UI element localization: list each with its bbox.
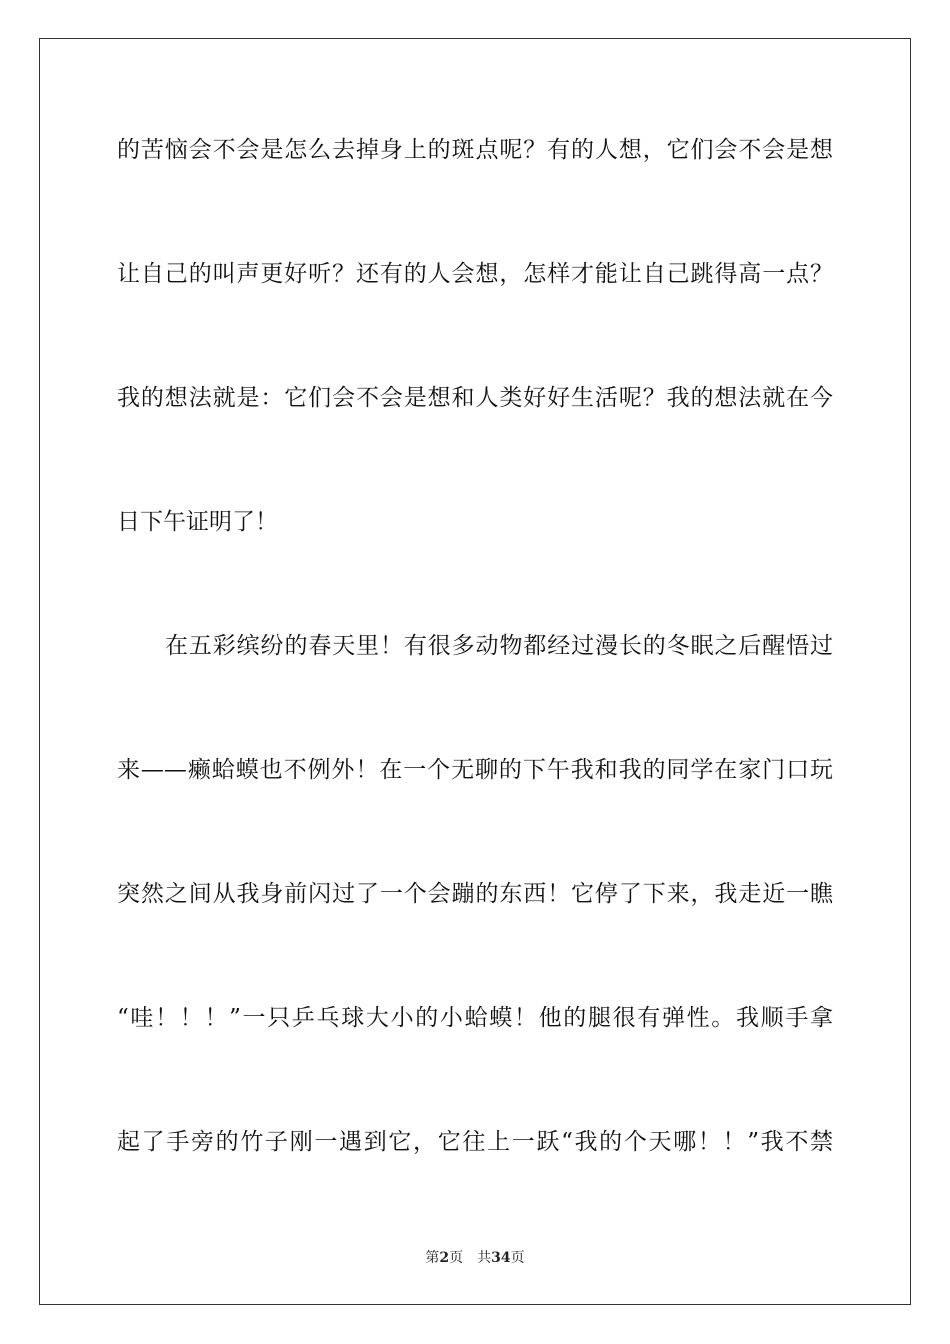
body-line: 让自己的叫声更好听？还有的人会想，怎样才能让自己跳得高一点？: [117, 261, 833, 287]
page-number: 2: [439, 1250, 450, 1266]
body-line: 起了手旁的竹子刚一遇到它，它往上一跃“我的个天哪！！”我不禁: [117, 1129, 833, 1155]
page-label-prefix: 第: [425, 1250, 440, 1266]
body-line: 的苦恼会不会是怎么去掉身上的斑点呢？有的人想，它们会不会是想: [117, 137, 833, 163]
body-line: 日下午证明了！: [117, 509, 278, 535]
total-label-suffix: 页: [510, 1250, 525, 1266]
body-line: 突然之间从我身前闪过了一个会蹦的东西！它停了下来，我走近一瞧: [117, 881, 833, 907]
page-footer: [0, 1247, 950, 1267]
body-line: 来——癞蛤蟆也不例外！在一个无聊的下午我和我的同学在家门口玩: [117, 757, 833, 783]
total-label-prefix: 共: [477, 1250, 492, 1266]
total-pages: 34: [491, 1250, 511, 1266]
page-label-suffix: 页: [449, 1250, 464, 1266]
page-border: [39, 38, 911, 1305]
paragraph-first-line: 在五彩缤纷的春天里！有很多动物都经过漫长的冬眠之后醒悟过: [165, 633, 833, 659]
body-line: “哇！！！”一只乒乓球大小的小蛤蟆！他的腿很有弹性。我顺手拿: [117, 1005, 833, 1031]
body-line: 我的想法就是：它们会不会是想和人类好好生活呢？我的想法就在今: [117, 385, 833, 411]
